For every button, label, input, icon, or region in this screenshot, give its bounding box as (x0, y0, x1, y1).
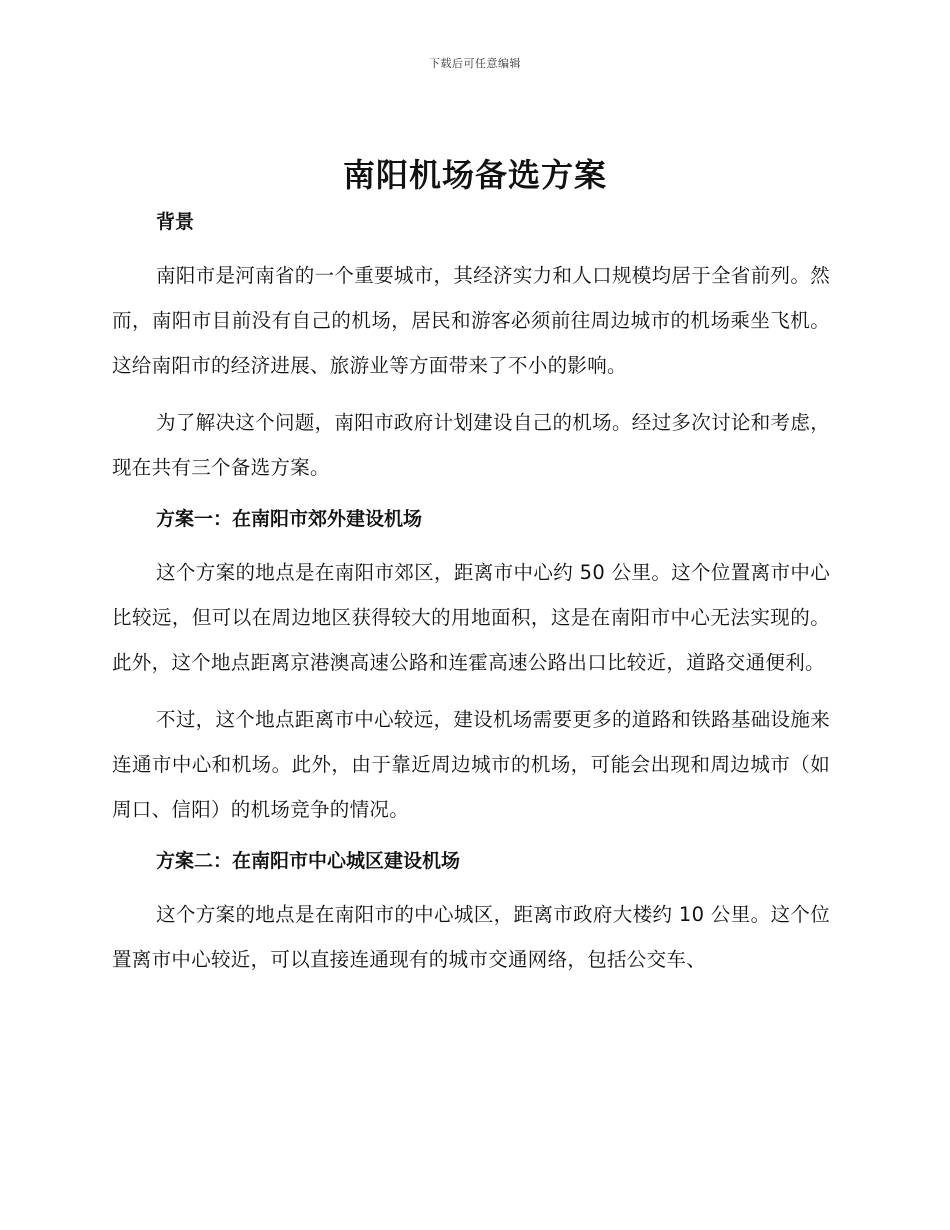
section-heading: 方案一：在南阳市郊外建设机场 (156, 508, 423, 530)
paragraph: 这个方案的地点是在南阳市的中心城区，距离市政府大楼约 10 公里。这个位置离市中心较近，可以直接连通现有的城市交通网络，包括公交车、 (112, 903, 830, 971)
header-note: 下载后可任意编辑 (429, 57, 521, 70)
document-title: 南阳机场备选方案 (342, 156, 607, 194)
document-body (112, 205, 830, 984)
paragraph: 南阳市是河南省的一个重要城市，其经济实力和人口规模均居于全省前列。然而，南阳市目前没有自己的机场，居民和游客必须前往周边城市的机场乘坐飞机。这给南阳市的经济进展、旅游业等方面带来了不小的影响。 (112, 264, 830, 377)
section-option-one (112, 502, 830, 832)
section-heading: 方案二：在南阳市中心城区建设机场 (156, 850, 461, 872)
paragraph: 这个方案的地点是在南阳市郊区，距离市中心约 50 公里。这个位置离市中心比较远，但可以在周边地区获得较大的用地面积，这是在南阳市中心无法实现的。此外，这个地点距离京港澳高速公路和连霍高速公路出口比较近，道路交通便利。 (112, 561, 830, 674)
paragraph: 为了解决这个问题，南阳市政府计划建设自己的机场。经过多次讨论和考虑，现在共有三个备选方案。 (112, 411, 830, 479)
section-heading: 背景 (156, 211, 195, 233)
section-background (112, 205, 830, 490)
paragraph: 不过，这个地点距离市中心较远，建设机场需要更多的道路和铁路基础设施来连通市中心和机场。此外，由于靠近周边城市的机场，可能会出现和周边城市（如周口、信阳）的机场竞争的情况。 (112, 708, 830, 821)
section-option-two (112, 844, 830, 982)
